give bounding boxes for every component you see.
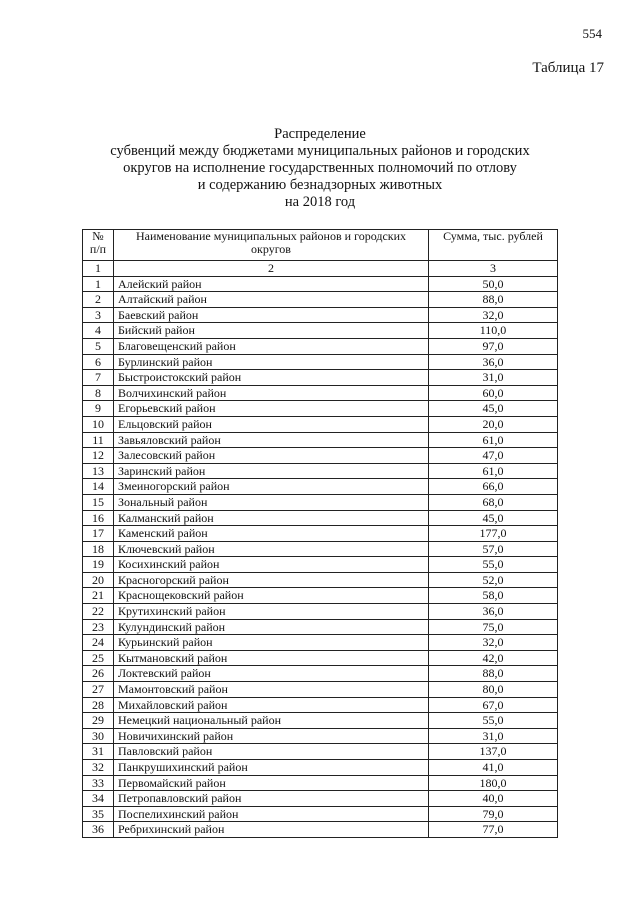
row-number: 12 bbox=[83, 448, 114, 464]
row-sum: 42,0 bbox=[429, 650, 558, 666]
column-index-row bbox=[83, 261, 558, 277]
row-district-name: Ребрихинский район bbox=[114, 822, 429, 838]
row-sum: 110,0 bbox=[429, 323, 558, 339]
title-line: округов на исполнение государственных полномочий по отлову bbox=[123, 160, 517, 176]
table-body bbox=[83, 276, 558, 837]
table-row bbox=[83, 432, 558, 448]
row-district-name: Мамонтовский район bbox=[114, 682, 429, 698]
table-row bbox=[83, 744, 558, 760]
row-district-name: Волчихинский район bbox=[114, 385, 429, 401]
row-district-name: Поспелихинский район bbox=[114, 806, 429, 822]
row-district-name: Курьинский район bbox=[114, 635, 429, 651]
row-sum: 61,0 bbox=[429, 432, 558, 448]
row-number: 31 bbox=[83, 744, 114, 760]
row-district-name: Алтайский район bbox=[114, 292, 429, 308]
row-sum: 45,0 bbox=[429, 510, 558, 526]
table-row bbox=[83, 635, 558, 651]
row-district-name: Кытмановский район bbox=[114, 650, 429, 666]
row-district-name: Благовещенский район bbox=[114, 338, 429, 354]
table-row bbox=[83, 463, 558, 479]
table-row bbox=[83, 697, 558, 713]
row-number: 1 bbox=[83, 276, 114, 292]
row-sum: 68,0 bbox=[429, 494, 558, 510]
row-sum: 97,0 bbox=[429, 338, 558, 354]
column-index: 3 bbox=[429, 261, 558, 277]
row-number: 7 bbox=[83, 370, 114, 386]
row-number: 32 bbox=[83, 760, 114, 776]
table-row bbox=[83, 666, 558, 682]
row-sum: 55,0 bbox=[429, 557, 558, 573]
row-district-name: Заринский район bbox=[114, 463, 429, 479]
row-district-name: Бийский район bbox=[114, 323, 429, 339]
table-row bbox=[83, 806, 558, 822]
table-row bbox=[83, 401, 558, 417]
row-district-name: Панкрушихинский район bbox=[114, 760, 429, 776]
row-district-name: Ельцовский район bbox=[114, 416, 429, 432]
row-number: 30 bbox=[83, 728, 114, 744]
table-row bbox=[83, 713, 558, 729]
row-sum: 180,0 bbox=[429, 775, 558, 791]
table-row bbox=[83, 448, 558, 464]
row-number: 5 bbox=[83, 338, 114, 354]
table-row bbox=[83, 760, 558, 776]
row-number: 19 bbox=[83, 557, 114, 573]
row-number: 16 bbox=[83, 510, 114, 526]
table-row bbox=[83, 682, 558, 698]
table-row bbox=[83, 307, 558, 323]
row-district-name: Быстроистокский район bbox=[114, 370, 429, 386]
row-district-name: Алейский район bbox=[114, 276, 429, 292]
table-row bbox=[83, 479, 558, 495]
row-sum: 55,0 bbox=[429, 713, 558, 729]
row-district-name: Михайловский район bbox=[114, 697, 429, 713]
row-district-name: Залесовский район bbox=[114, 448, 429, 464]
row-sum: 88,0 bbox=[429, 292, 558, 308]
table-row bbox=[83, 822, 558, 838]
row-sum: 36,0 bbox=[429, 354, 558, 370]
column-index: 1 bbox=[83, 261, 114, 277]
table-row bbox=[83, 354, 558, 370]
row-number: 13 bbox=[83, 463, 114, 479]
row-district-name: Красногорский район bbox=[114, 572, 429, 588]
row-sum: 88,0 bbox=[429, 666, 558, 682]
row-number: 21 bbox=[83, 588, 114, 604]
row-number: 3 bbox=[83, 307, 114, 323]
row-sum: 47,0 bbox=[429, 448, 558, 464]
row-number: 34 bbox=[83, 791, 114, 807]
table-row bbox=[83, 323, 558, 339]
table-row bbox=[83, 526, 558, 542]
table-row bbox=[83, 650, 558, 666]
table-row bbox=[83, 510, 558, 526]
row-number: 6 bbox=[83, 354, 114, 370]
row-district-name: Краснощековский район bbox=[114, 588, 429, 604]
row-number: 4 bbox=[83, 323, 114, 339]
row-district-name: Павловский район bbox=[114, 744, 429, 760]
row-sum: 60,0 bbox=[429, 385, 558, 401]
row-district-name: Петропавловский район bbox=[114, 791, 429, 807]
row-sum: 31,0 bbox=[429, 370, 558, 386]
row-number: 2 bbox=[83, 292, 114, 308]
row-district-name: Кулундинский район bbox=[114, 619, 429, 635]
document-title bbox=[0, 126, 640, 211]
table-row bbox=[83, 416, 558, 432]
row-number: 33 bbox=[83, 775, 114, 791]
row-sum: 20,0 bbox=[429, 416, 558, 432]
row-district-name: Немецкий национальный район bbox=[114, 713, 429, 729]
row-sum: 137,0 bbox=[429, 744, 558, 760]
row-sum: 75,0 bbox=[429, 619, 558, 635]
table-row bbox=[83, 619, 558, 635]
table-row bbox=[83, 385, 558, 401]
row-number: 27 bbox=[83, 682, 114, 698]
row-number: 9 bbox=[83, 401, 114, 417]
row-district-name: Крутихинский район bbox=[114, 604, 429, 620]
row-sum: 177,0 bbox=[429, 526, 558, 542]
row-number: 14 bbox=[83, 479, 114, 495]
row-sum: 32,0 bbox=[429, 635, 558, 651]
row-number: 8 bbox=[83, 385, 114, 401]
table-row bbox=[83, 588, 558, 604]
row-number: 25 bbox=[83, 650, 114, 666]
row-number: 22 bbox=[83, 604, 114, 620]
header-sum: Сумма, тыс. рублей bbox=[429, 230, 558, 261]
row-sum: 45,0 bbox=[429, 401, 558, 417]
row-number: 15 bbox=[83, 494, 114, 510]
row-sum: 66,0 bbox=[429, 479, 558, 495]
page-number: 554 bbox=[582, 26, 602, 41]
title-line: субвенций между бюджетами муниципальных районов и городских bbox=[110, 143, 530, 159]
row-sum: 58,0 bbox=[429, 588, 558, 604]
table-header-row bbox=[83, 230, 558, 261]
row-district-name: Егорьевский район bbox=[114, 401, 429, 417]
title-line: Распределение bbox=[274, 126, 366, 142]
row-sum: 52,0 bbox=[429, 572, 558, 588]
table-row bbox=[83, 572, 558, 588]
row-district-name: Косихинский район bbox=[114, 557, 429, 573]
row-number: 26 bbox=[83, 666, 114, 682]
table-row bbox=[83, 370, 558, 386]
row-district-name: Баевский район bbox=[114, 307, 429, 323]
table-row bbox=[83, 604, 558, 620]
row-district-name: Змеиногорский район bbox=[114, 479, 429, 495]
row-sum: 31,0 bbox=[429, 728, 558, 744]
row-district-name: Локтевский район bbox=[114, 666, 429, 682]
table-row bbox=[83, 541, 558, 557]
row-number: 35 bbox=[83, 806, 114, 822]
row-number: 24 bbox=[83, 635, 114, 651]
header-number: № п/п bbox=[83, 230, 114, 261]
allocation-table bbox=[82, 229, 558, 838]
table-row bbox=[83, 276, 558, 292]
row-sum: 67,0 bbox=[429, 697, 558, 713]
row-number: 17 bbox=[83, 526, 114, 542]
row-district-name: Новичихинский район bbox=[114, 728, 429, 744]
column-index: 2 bbox=[114, 261, 429, 277]
row-number: 11 bbox=[83, 432, 114, 448]
row-number: 28 bbox=[83, 697, 114, 713]
row-district-name: Зональный район bbox=[114, 494, 429, 510]
row-district-name: Первомайский район bbox=[114, 775, 429, 791]
table-row bbox=[83, 557, 558, 573]
table-row bbox=[83, 728, 558, 744]
table-row bbox=[83, 292, 558, 308]
row-sum: 61,0 bbox=[429, 463, 558, 479]
row-sum: 32,0 bbox=[429, 307, 558, 323]
header-name: Наименование муниципальных районов и городских округов bbox=[114, 230, 429, 261]
row-sum: 40,0 bbox=[429, 791, 558, 807]
table-row bbox=[83, 338, 558, 354]
row-district-name: Бурлинский район bbox=[114, 354, 429, 370]
table-label: Таблица 17 bbox=[532, 60, 604, 76]
row-sum: 80,0 bbox=[429, 682, 558, 698]
row-sum: 77,0 bbox=[429, 822, 558, 838]
row-district-name: Завьяловский район bbox=[114, 432, 429, 448]
row-sum: 57,0 bbox=[429, 541, 558, 557]
table-row bbox=[83, 775, 558, 791]
row-number: 23 bbox=[83, 619, 114, 635]
row-number: 29 bbox=[83, 713, 114, 729]
table-row bbox=[83, 494, 558, 510]
title-line: и содержанию безнадзорных животных bbox=[197, 177, 443, 193]
row-sum: 50,0 bbox=[429, 276, 558, 292]
row-district-name: Ключевский район bbox=[114, 541, 429, 557]
row-number: 20 bbox=[83, 572, 114, 588]
row-district-name: Калманский район bbox=[114, 510, 429, 526]
row-sum: 36,0 bbox=[429, 604, 558, 620]
row-sum: 79,0 bbox=[429, 806, 558, 822]
row-district-name: Каменский район bbox=[114, 526, 429, 542]
row-number: 18 bbox=[83, 541, 114, 557]
title-line: на 2018 год bbox=[284, 194, 356, 210]
row-number: 36 bbox=[83, 822, 114, 838]
row-number: 10 bbox=[83, 416, 114, 432]
row-sum: 41,0 bbox=[429, 760, 558, 776]
table-row bbox=[83, 791, 558, 807]
